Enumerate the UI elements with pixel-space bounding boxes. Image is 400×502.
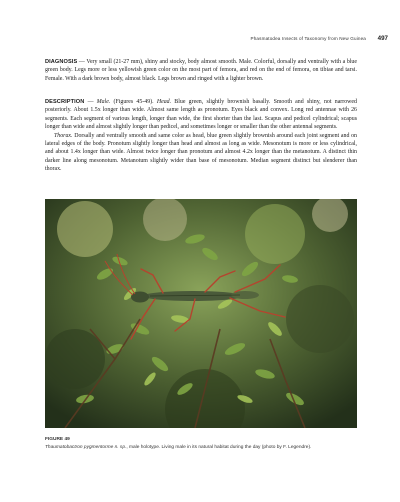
thorax-text: Dorsally and ventrally smooth and same color as head, blue green slightly brownish around each joint segment and on lateral edges of the body. Pronotum slightly longer than head and almost as long as wide. Mesonotum is more or less cylindrical, and about 1.4x longer than wide. Almost twice longer than pronotum and almost 4.2x longer than the metanotum. A distinct thin darker line along mesonotum. Metanotum slightly wider than base of mesonotum. Median segment distinct but slenderer than thorax. bbox=[45, 132, 357, 173]
diagnosis-section bbox=[45, 58, 357, 83]
figure-reference: (Figures 45-49). bbox=[110, 99, 157, 105]
thorax-label: Thorax. bbox=[54, 132, 73, 139]
head-label: Head. bbox=[156, 99, 172, 105]
thorax-paragraph bbox=[45, 132, 357, 174]
description-paragraph: DESCRIPTION — Male. (Figures 45-49). Head. Blue green, slightly brownish basally. Smooth and shiny, not narrowed posteriorly. About 1.5x longer than wide. Almost same length as pronotum. Eyes black and convex. Long red antennae with 26 segments. Each segment of various length, longer than wide, the first shorter than the last. Scapus and pedicel cylindrical; scapus longer than wide and almost slightly longer than pedicel, and sometimes longer or smaller than the other antennal segments. bbox=[45, 99, 357, 131]
diagnosis-heading: DIAGNOSIS bbox=[45, 59, 78, 65]
page-number: 497 bbox=[377, 35, 388, 42]
description-section bbox=[45, 98, 357, 174]
page-header bbox=[0, 36, 400, 46]
figure-caption-text: , male holotype. Living male in its natural habitat during the day (photo by F. Legendre). bbox=[126, 445, 312, 450]
description-heading: DESCRIPTION bbox=[45, 99, 85, 105]
figure-species-name: Thaumatobactron pygmentorme n. sp. bbox=[45, 445, 127, 450]
figure-caption bbox=[45, 445, 365, 450]
figure-label: FIGURE 49 bbox=[45, 437, 70, 442]
insect-photo-illustration bbox=[45, 199, 357, 428]
figure-photo bbox=[45, 199, 357, 428]
diagnosis-text: — Very small (21-27 mm), shiny and stocky, body almost smooth. Male. Colorful, dorsally and ventrally with a blue green body. Legs more or less yellowish green color on the most part of femora, and red on the end of femora, on tibiae and tarsi. Female. With a dark brown body, almost black. Legs brown and ringed with a lighter brown. bbox=[45, 59, 357, 82]
head-text: Blue green, slightly brownish basally. Smooth and shiny, not narrowed posteriorly. About 1.5x longer than wide. Almost same length as pronotum. Eyes black and convex. Long red antennae with 26 segments. Each segment of various length, longer than wide, the first shorter than the last. Scapus and pedicel cylindrical; scapus longer than wide and almost slightly longer than pedicel, and sometimes longer or smaller than the other antennal segments. bbox=[45, 99, 357, 131]
diagnosis-paragraph bbox=[45, 58, 357, 83]
sex-label: Male. bbox=[96, 99, 111, 105]
running-head: Phasmatodea Insects of Taxonomy from New Guinea bbox=[250, 36, 366, 41]
